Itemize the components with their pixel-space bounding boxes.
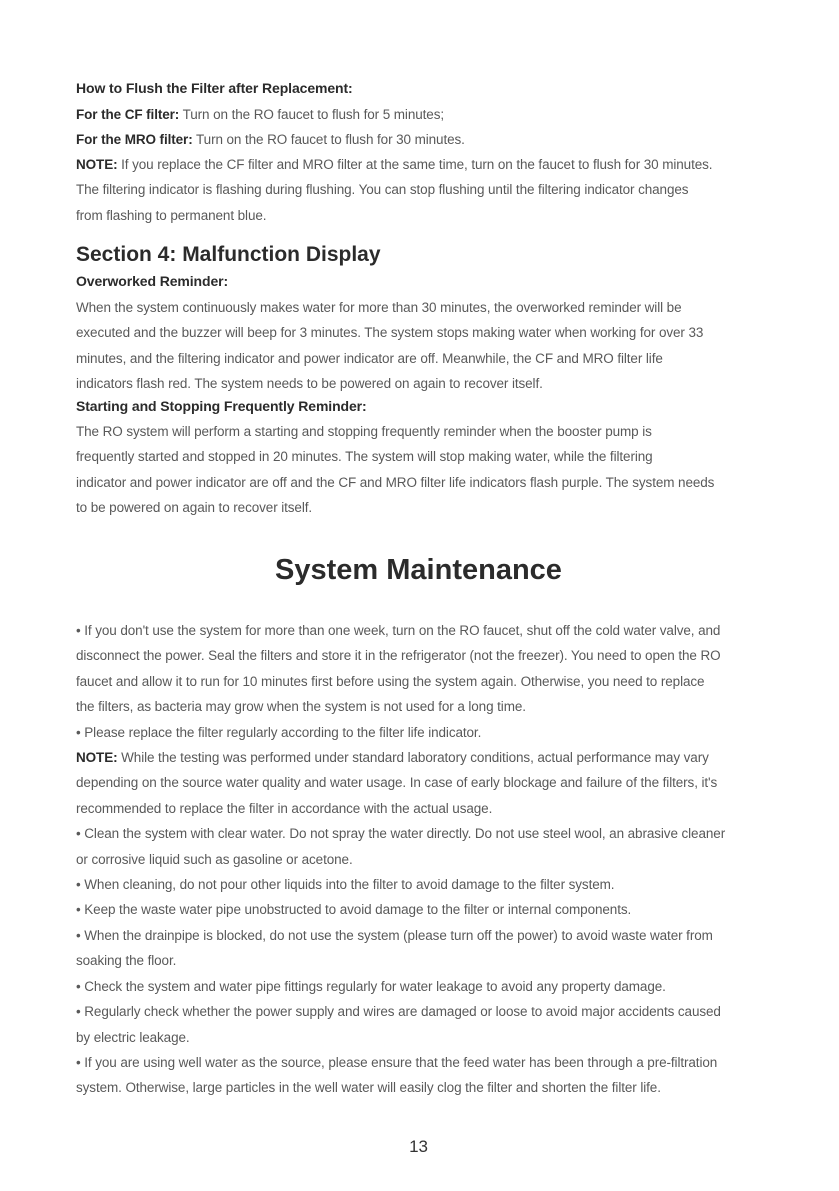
flush-cf-line: [76, 102, 444, 127]
overworked-heading: Overworked Reminder:: [76, 273, 229, 289]
paragraph-line: to be powered on again to recover itself.: [76, 500, 313, 516]
paragraph-line: The RO system will perform a starting and stopping frequently reminder when the booster pump is: [76, 424, 652, 439]
paragraph-line: • When cleaning, do not pour other liquids into the filter to avoid damage to the filter system.: [76, 877, 615, 893]
maintenance-title: System Maintenance: [275, 554, 562, 586]
paragraph-line: system. Otherwise, large particles in the well water will easily clog the filter and shorten the filter life.: [76, 1080, 661, 1096]
paragraph-line: • If you are using well water as the source, please ensure that the feed water has been through a pre-filtration: [76, 1054, 718, 1070]
startstop-heading: Starting and Stopping Frequently Reminder:: [76, 398, 367, 414]
flush-mro-line: [76, 127, 465, 152]
manual-page: [76, 0, 768, 1191]
paragraph-line: the filters, as bacteria may grow when the system is not used for a long time.: [76, 699, 526, 715]
flush-note-line: [76, 152, 712, 177]
note-label: NOTE:: [76, 157, 118, 172]
cf-filter-label: For the CF filter:: [76, 107, 180, 122]
paragraph-line: executed and the buzzer will beep for 3 minutes. The system stops making water when working for over 33: [76, 325, 704, 341]
mro-filter-label: For the MRO filter:: [76, 132, 193, 147]
flush-note-line: from flashing to permanent blue.: [76, 207, 267, 223]
maintenance-note-text: While the testing was performed under standard laboratory conditions, actual performance may vary: [117, 750, 709, 766]
paragraph-line: • When the drainpipe is blocked, do not use the system (please turn off the power) to avoid waste water from: [76, 927, 713, 943]
paragraph-line: • If you don't use the system for more than one week, turn on the RO faucet, shut off the cold water valve, and: [76, 623, 721, 638]
flush-note: [76, 152, 712, 228]
note-label: NOTE:: [76, 750, 118, 766]
paragraph-line: soaking the floor.: [76, 953, 177, 969]
cf-filter-text: Turn on the RO faucet to flush for 5 minutes;: [179, 107, 444, 122]
maintenance-body: [76, 618, 725, 1101]
paragraph-line: • Regularly check whether the power supply and wires are damaged or loose to avoid major accidents caused: [76, 1004, 721, 1020]
paragraph-line: indicator and power indicator are off and the CF and MRO filter life indicators flash purple. The system needs: [76, 474, 715, 490]
overworked-body: [76, 295, 703, 397]
paragraph-line: frequently started and stopped in 20 minutes. The system will stop making water, while the filtering: [76, 449, 653, 465]
paragraph-line: • Check the system and water pipe fittings regularly for water leakage to avoid any property damage.: [76, 978, 666, 994]
flush-note-line: The filtering indicator is flashing during flushing. You can stop flushing until the filtering indicator changes: [76, 182, 689, 198]
paragraph-line: depending on the source water quality and water usage. In case of early blockage and failure of the filters, it's: [76, 775, 718, 791]
paragraph-line: • Keep the waste water pipe unobstructed to avoid damage to the filter or internal components.: [76, 902, 632, 918]
section4-title: Section 4: Malfunction Display: [76, 243, 381, 266]
paragraph-line: faucet and allow it to run for 10 minutes first before using the system again. Otherwise, you need to replace: [76, 673, 705, 689]
paragraph-line: by electric leakage.: [76, 1029, 190, 1045]
page-number: 13: [409, 1137, 428, 1156]
flush-heading: How to Flush the Filter after Replacement:: [76, 80, 353, 96]
maintenance-note-line: [76, 745, 725, 770]
flush-note-text: If you replace the CF filter and MRO filter at the same time, turn on the faucet to flush for 30 minutes.: [117, 157, 713, 172]
paragraph-line: recommended to replace the filter in accordance with the actual usage.: [76, 800, 493, 816]
paragraph-line: When the system continuously makes water for more than 30 minutes, the overworked reminder will be: [76, 300, 682, 315]
paragraph-line: • Please replace the filter regularly according to the filter life indicator.: [76, 724, 482, 740]
paragraph-line: or corrosive liquid such as gasoline or acetone.: [76, 851, 353, 867]
paragraph-line: indicators flash red. The system needs to be powered on again to recover itself.: [76, 376, 543, 392]
paragraph-line: disconnect the power. Seal the filters and store it in the refrigerator (not the freezer). You need to open the RO: [76, 648, 721, 664]
mro-filter-text: Turn on the RO faucet to flush for 30 minutes.: [192, 132, 465, 147]
startstop-body: [76, 419, 714, 521]
paragraph-line: • Clean the system with clear water. Do not spray the water directly. Do not use steel wool, an abrasive cleaner: [76, 826, 726, 842]
paragraph-line: minutes, and the filtering indicator and power indicator are off. Meanwhile, the CF and MRO filter life: [76, 350, 663, 366]
